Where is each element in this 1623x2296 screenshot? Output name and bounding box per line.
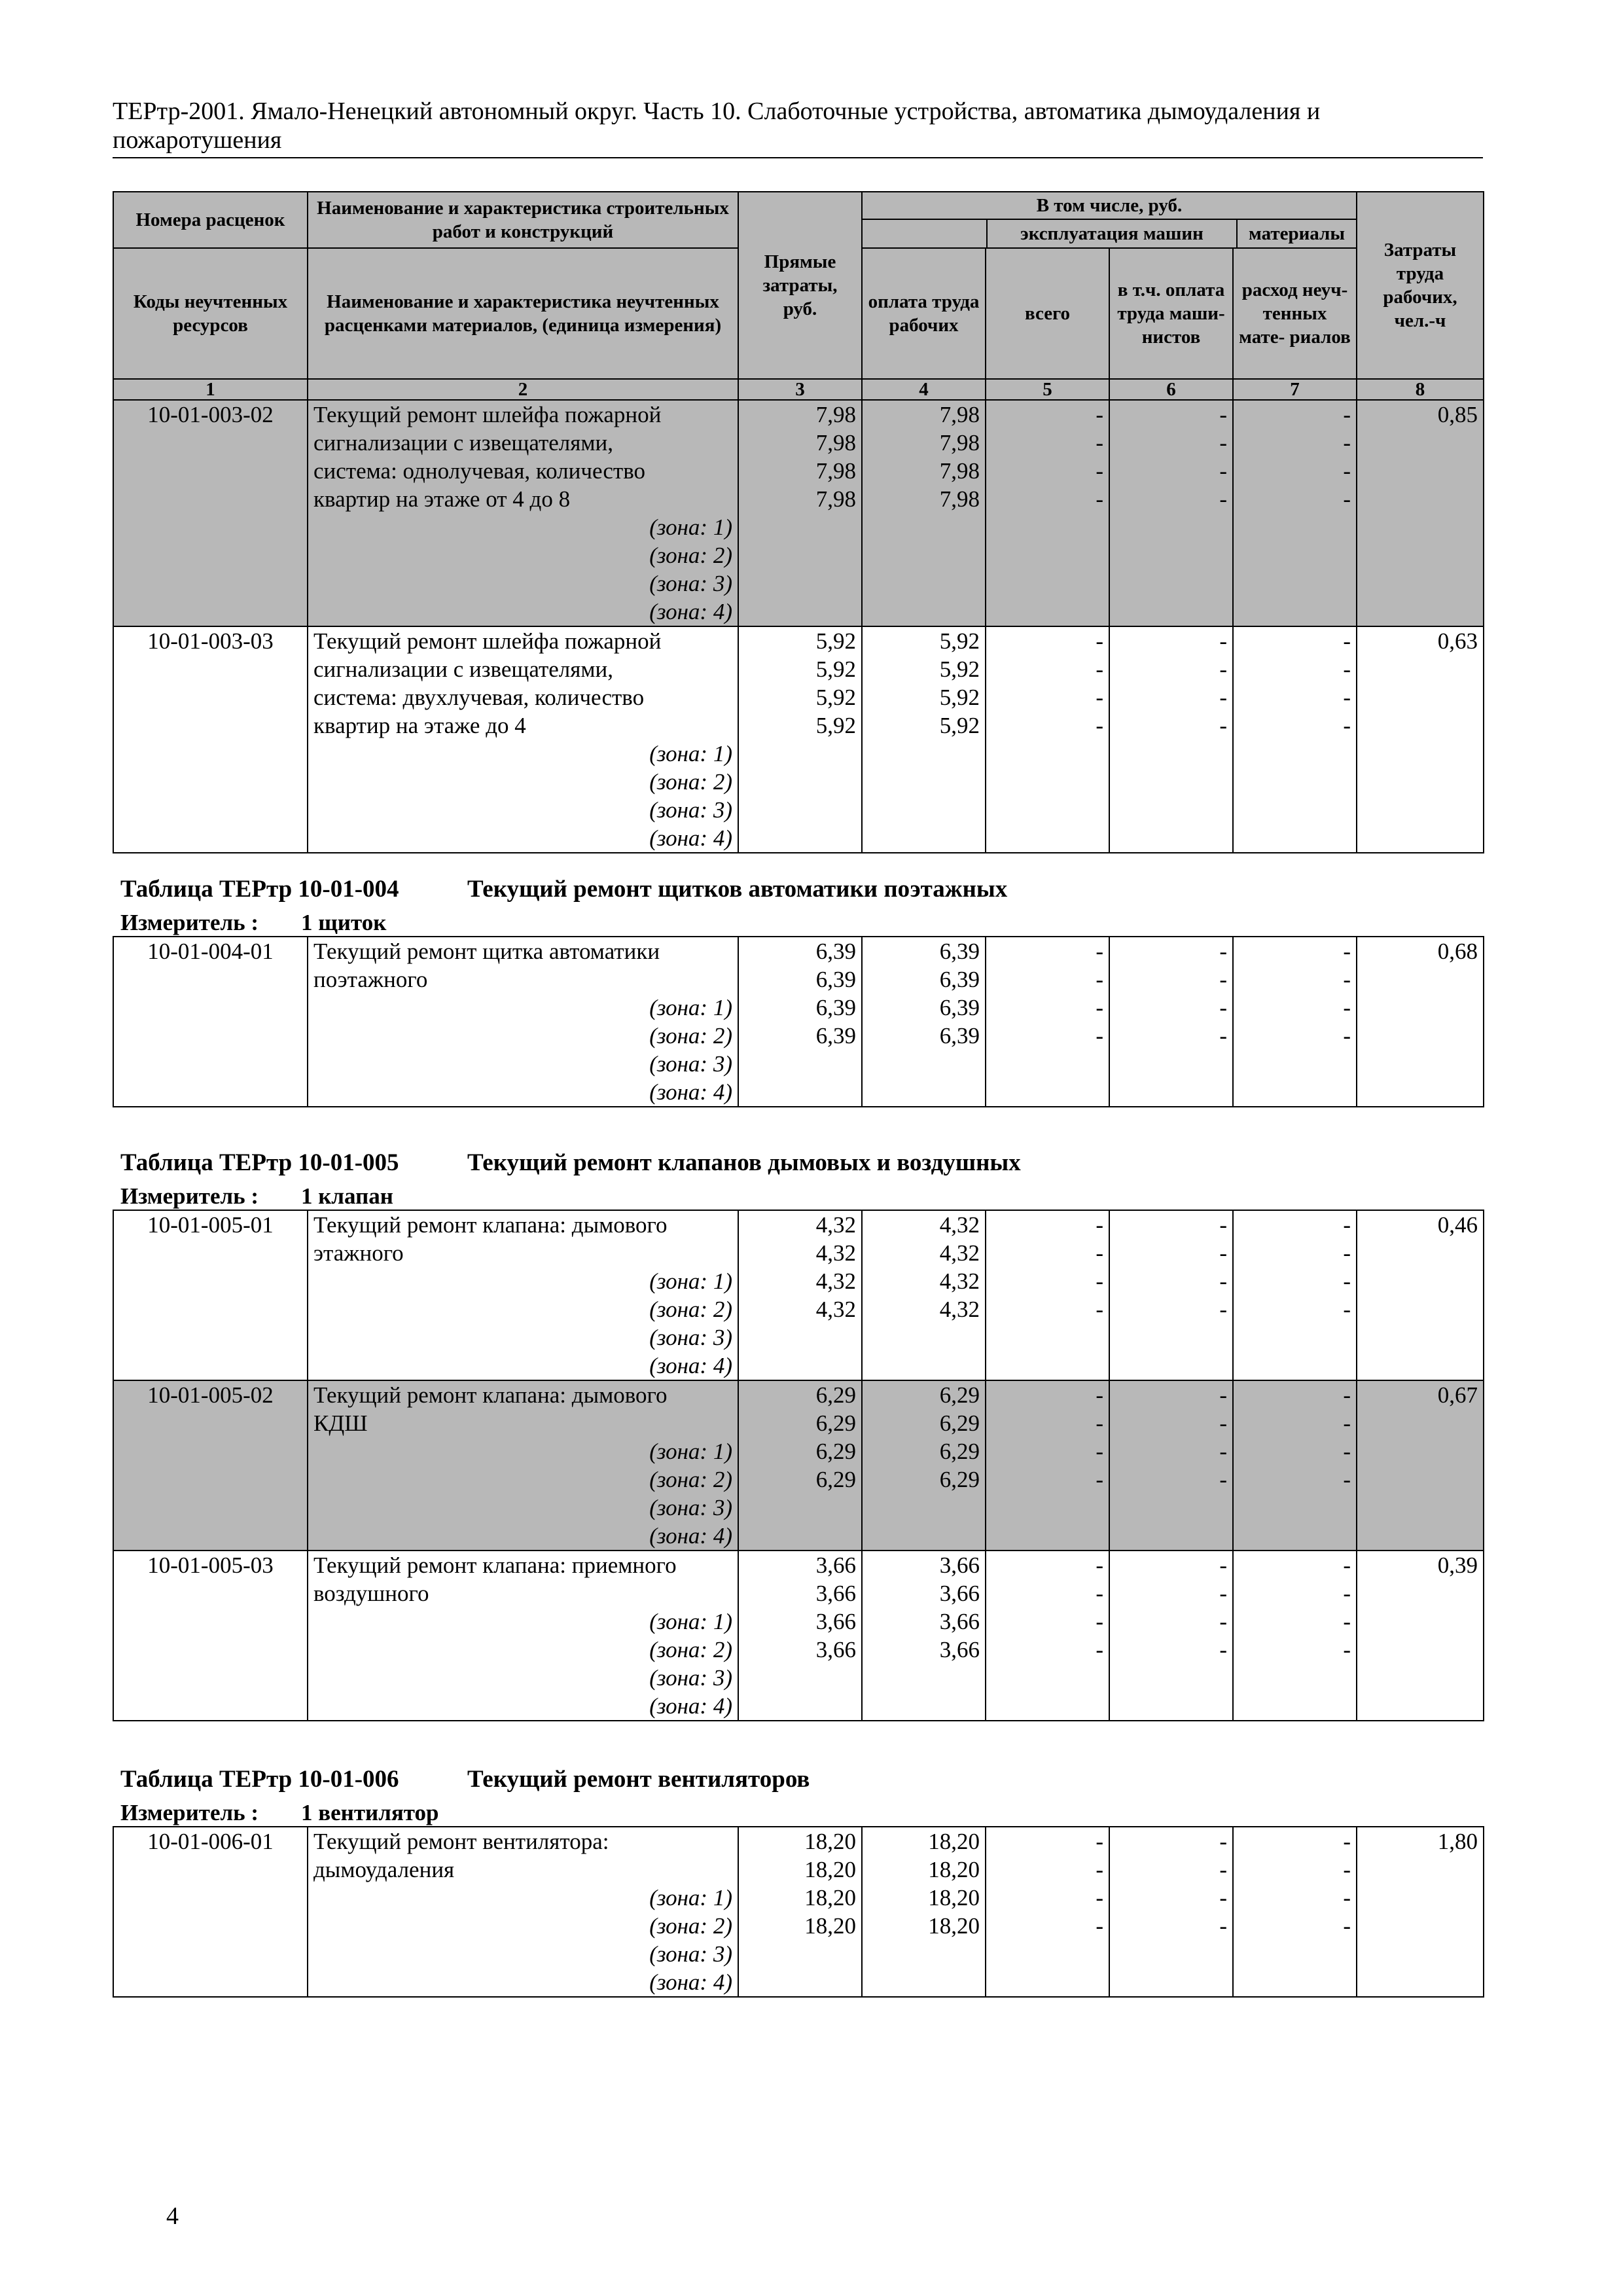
labor-pay-value: 3,66: [939, 1637, 980, 1662]
machines-total-value: -: [1096, 1268, 1103, 1294]
table-row: [113, 400, 1484, 626]
zone-label: (зона: 1): [649, 1885, 732, 1910]
name-line: система: двухлучевая, количество: [313, 685, 645, 710]
direct-cost-cell: [738, 1380, 862, 1551]
machinist-pay-cell: [1109, 400, 1233, 626]
labor-pay-value: 3,66: [939, 1609, 980, 1634]
machinist-pay-value: -: [1219, 1439, 1227, 1464]
rate-name: [308, 937, 738, 1107]
zone-label: (зона: 4): [649, 1693, 732, 1719]
machines-total-cell: [986, 1827, 1109, 1997]
machinist-pay-cell: [1109, 937, 1233, 1107]
unit-value: 1 клапан: [301, 1183, 393, 1209]
col-number: 2: [308, 379, 738, 400]
machines-total-value: -: [1096, 1552, 1103, 1578]
machinist-pay-value: -: [1219, 1637, 1227, 1662]
col-number: 6: [1109, 379, 1233, 400]
machinist-pay-value: -: [1219, 628, 1227, 654]
machines-total-value: -: [1096, 995, 1103, 1020]
unaccounted-materials-value: -: [1343, 1609, 1351, 1634]
unaccounted-materials-value: -: [1343, 486, 1351, 512]
direct-cost-value: 7,98: [815, 458, 856, 484]
name-line: поэтажного: [313, 967, 428, 992]
direct-cost-value: 18,20: [804, 1913, 856, 1939]
machines-total-value: -: [1096, 939, 1103, 964]
table-row: [113, 1210, 1484, 1380]
name-line: воздушного: [313, 1581, 429, 1606]
machinist-pay-value: -: [1219, 1581, 1227, 1606]
direct-cost-value: 5,92: [815, 628, 856, 654]
rate-code: 10-01-005-03: [113, 1551, 308, 1721]
col-machines-total-header: всего: [986, 248, 1109, 379]
rates-table-10-01-005: [113, 1210, 1484, 1721]
labor-pay-value: 4,32: [939, 1240, 980, 1266]
machinist-pay-value: -: [1219, 656, 1227, 682]
page-header: [113, 97, 1483, 158]
zone-label: (зона: 3): [649, 1665, 732, 1691]
unaccounted-materials-value: -: [1343, 402, 1351, 427]
rate-name: [308, 1551, 738, 1721]
machines-group-label: эксплуатация машин: [986, 219, 1236, 247]
zone-label: (зона: 2): [649, 769, 732, 795]
labor-pay-value: 4,32: [939, 1297, 980, 1322]
zone-label: (зона: 4): [649, 599, 732, 624]
section-title: [120, 1149, 1021, 1177]
unit-value: 1 щиток: [301, 910, 387, 935]
direct-cost-value: 3,66: [815, 1609, 856, 1634]
unaccounted-materials-value: -: [1343, 1410, 1351, 1436]
section-unit: [120, 1800, 439, 1826]
unaccounted-materials-value: -: [1343, 1297, 1351, 1322]
labor-costs: 1,80: [1357, 1827, 1484, 1997]
machinist-pay-value: -: [1219, 995, 1227, 1020]
zone-label: (зона: 1): [649, 514, 732, 540]
zone-label: (зона: 2): [649, 1637, 732, 1662]
rate-name: [308, 1380, 738, 1551]
labor-pay-value: 18,20: [928, 1829, 980, 1854]
unit-value: 1 вентилятор: [301, 1800, 439, 1825]
direct-cost-value: 3,66: [815, 1637, 856, 1662]
unaccounted-materials-cell: [1233, 400, 1357, 626]
machinist-pay-value: -: [1219, 685, 1227, 710]
machines-total-value: -: [1096, 430, 1103, 456]
table-row: [113, 1827, 1484, 1997]
machinist-pay-value: -: [1219, 1240, 1227, 1266]
unaccounted-materials-value: -: [1343, 1212, 1351, 1238]
section-unit: [120, 1183, 393, 1210]
labor-pay-value: 5,92: [939, 713, 980, 738]
labor-pay-cell: [862, 1827, 986, 1997]
materials-group-label: материалы: [1236, 219, 1356, 247]
labor-pay-value: 4,32: [939, 1268, 980, 1294]
machinist-pay-value: -: [1219, 1609, 1227, 1634]
machines-total-value: -: [1096, 1857, 1103, 1882]
direct-cost-value: 4,32: [815, 1240, 856, 1266]
machines-total-value: -: [1096, 1240, 1103, 1266]
name-line: Текущий ремонт клапана: приемного: [313, 1552, 677, 1578]
header-line-2: пожаротушения: [113, 126, 282, 154]
machines-total-cell: [986, 1380, 1109, 1551]
col-unaccounted-materials-header: расход неуч- тенных мате- риалов: [1233, 248, 1357, 379]
col-resource-codes-header: Коды неучтенных ресурсов: [113, 248, 308, 379]
labor-pay-value: 6,39: [939, 1023, 980, 1049]
section-unit: [120, 910, 387, 936]
col-including-header: [862, 192, 1357, 248]
rate-code: 10-01-005-01: [113, 1210, 308, 1380]
labor-pay-value: 3,66: [939, 1581, 980, 1606]
labor-pay-value: 4,32: [939, 1212, 980, 1238]
zone-label: (зона: 1): [649, 741, 732, 766]
machines-total-cell: [986, 1551, 1109, 1721]
zone-label: (зона: 2): [649, 1023, 732, 1049]
section-code: Таблица ТЕРтр 10-01-005: [120, 1149, 399, 1176]
machinist-pay-value: -: [1219, 1023, 1227, 1049]
col-number: 3: [738, 379, 862, 400]
name-line: квартир на этаже до 4: [313, 713, 526, 738]
machines-total-value: -: [1096, 967, 1103, 992]
direct-cost-value: 6,39: [815, 939, 856, 964]
zone-label: (зона: 1): [649, 1268, 732, 1294]
unaccounted-materials-value: -: [1343, 458, 1351, 484]
labor-pay-value: 18,20: [928, 1913, 980, 1939]
name-line: Текущий ремонт вентилятора:: [313, 1829, 609, 1854]
zone-label: (зона: 4): [649, 1523, 732, 1549]
direct-cost-value: 7,98: [815, 486, 856, 512]
zone-label: (зона: 3): [649, 1051, 732, 1077]
labor-pay-value: 6,29: [939, 1410, 980, 1436]
direct-cost-value: 18,20: [804, 1857, 856, 1882]
direct-cost-value: 5,92: [815, 685, 856, 710]
labor-pay-value: 18,20: [928, 1857, 980, 1882]
col-number: 8: [1357, 379, 1484, 400]
machines-total-cell: [986, 1210, 1109, 1380]
labor-pay-value: 6,39: [939, 995, 980, 1020]
zone-label: (зона: 4): [649, 1079, 732, 1105]
direct-cost-value: 7,98: [815, 402, 856, 427]
direct-cost-cell: [738, 937, 862, 1107]
labor-pay-value: 6,29: [939, 1439, 980, 1464]
labor-costs: 0,67: [1357, 1380, 1484, 1551]
unit-label: Измеритель :: [120, 1183, 259, 1209]
unaccounted-materials-value: -: [1343, 1829, 1351, 1854]
labor-costs: 0,46: [1357, 1210, 1484, 1380]
machines-total-value: -: [1096, 1885, 1103, 1910]
table-row: [113, 626, 1484, 853]
rate-name: [308, 1210, 738, 1380]
labor-pay-cell: [862, 937, 986, 1107]
unaccounted-materials-value: -: [1343, 939, 1351, 964]
labor-pay-value: 6,29: [939, 1382, 980, 1408]
unaccounted-materials-value: -: [1343, 713, 1351, 738]
col-number: 5: [986, 379, 1109, 400]
machinist-pay-value: -: [1219, 1212, 1227, 1238]
labor-pay-cell: [862, 1210, 986, 1380]
machinist-pay-value: -: [1219, 458, 1227, 484]
zone-label: (зона: 2): [649, 1913, 732, 1939]
direct-cost-value: 5,92: [815, 656, 856, 682]
direct-cost-value: 6,29: [815, 1467, 856, 1492]
direct-cost-cell: [738, 1827, 862, 1997]
machinist-pay-value: -: [1219, 1268, 1227, 1294]
section-heading: Текущий ремонт вентиляторов: [467, 1766, 810, 1793]
col-labor-costs-header: Затраты труда рабочих, чел.-ч: [1357, 192, 1484, 379]
machines-total-value: -: [1096, 1439, 1103, 1464]
zone-label: (зона: 2): [649, 543, 732, 568]
machinist-pay-value: -: [1219, 1552, 1227, 1578]
section-code: Таблица ТЕРтр 10-01-004: [120, 876, 399, 903]
direct-cost-value: 6,29: [815, 1410, 856, 1436]
rate-name: [308, 400, 738, 626]
unaccounted-materials-value: -: [1343, 430, 1351, 456]
rate-name: [308, 1827, 738, 1997]
col-rate-numbers-header: Номера расценок: [113, 192, 308, 248]
zone-label: (зона: 3): [649, 1495, 732, 1520]
col-direct-costs-header: Прямые затраты, руб.: [738, 192, 862, 379]
direct-cost-value: 6,39: [815, 967, 856, 992]
machines-total-value: -: [1096, 1913, 1103, 1939]
direct-cost-value: 4,32: [815, 1297, 856, 1322]
labor-pay-value: 7,98: [939, 486, 980, 512]
col-number: 4: [862, 379, 986, 400]
unaccounted-materials-cell: [1233, 1827, 1357, 1997]
labor-pay-cell: [862, 1551, 986, 1721]
unaccounted-materials-value: -: [1343, 1023, 1351, 1049]
rate-code: 10-01-003-02: [113, 400, 308, 626]
unaccounted-materials-value: -: [1343, 1382, 1351, 1408]
machinist-pay-value: -: [1219, 402, 1227, 427]
col-labor-pay-header: оплата труда рабочих: [862, 248, 986, 379]
unaccounted-materials-cell: [1233, 1210, 1357, 1380]
zone-label: (зона: 3): [649, 1941, 732, 1967]
unaccounted-materials-value: -: [1343, 1581, 1351, 1606]
page-number: 4: [166, 2202, 179, 2230]
direct-cost-cell: [738, 1551, 862, 1721]
labor-pay-value: 5,92: [939, 685, 980, 710]
name-line: сигнализации с извещателями,: [313, 656, 613, 682]
labor-pay-cell: [862, 626, 986, 853]
name-line: квартир на этаже от 4 до 8: [313, 486, 571, 512]
direct-cost-value: 5,92: [815, 713, 856, 738]
zone-label: (зона: 1): [649, 1609, 732, 1634]
unaccounted-materials-value: -: [1343, 1885, 1351, 1910]
zone-label: (зона: 1): [649, 1439, 732, 1464]
unit-label: Измеритель :: [120, 1800, 259, 1825]
labor-pay-value: 7,98: [939, 402, 980, 427]
rate-code: 10-01-003-03: [113, 626, 308, 853]
machines-total-value: -: [1096, 1581, 1103, 1606]
unaccounted-materials-value: -: [1343, 1240, 1351, 1266]
machines-total-value: -: [1096, 1212, 1103, 1238]
direct-cost-cell: [738, 400, 862, 626]
labor-pay-value: 6,39: [939, 967, 980, 992]
unaccounted-materials-value: -: [1343, 1268, 1351, 1294]
zone-label: (зона: 2): [649, 1467, 732, 1492]
machinist-pay-cell: [1109, 1380, 1233, 1551]
rates-table-10-01-006: [113, 1826, 1484, 1998]
col-machinist-pay-header: в т.ч. оплата труда маши- нистов: [1109, 248, 1233, 379]
labor-pay-value: 3,66: [939, 1552, 980, 1578]
unaccounted-materials-cell: [1233, 1380, 1357, 1551]
zone-label: (зона: 4): [649, 1353, 732, 1378]
unaccounted-materials-value: -: [1343, 1913, 1351, 1939]
machinist-pay-value: -: [1219, 1382, 1227, 1408]
zone-label: (зона: 2): [649, 1297, 732, 1322]
machinist-pay-value: -: [1219, 1467, 1227, 1492]
machines-total-value: -: [1096, 1410, 1103, 1436]
direct-cost-value: 18,20: [804, 1885, 856, 1910]
machinist-pay-value: -: [1219, 1410, 1227, 1436]
unaccounted-materials-value: -: [1343, 967, 1351, 992]
machines-total-value: -: [1096, 486, 1103, 512]
section-title: [120, 1766, 810, 1793]
labor-costs: 0,39: [1357, 1551, 1484, 1721]
zone-label: (зона: 3): [649, 1325, 732, 1350]
section-title: [120, 876, 1008, 903]
zone-label: (зона: 3): [649, 571, 732, 596]
direct-cost-value: 3,66: [815, 1552, 856, 1578]
unaccounted-materials-value: -: [1343, 1552, 1351, 1578]
direct-cost-value: 6,39: [815, 995, 856, 1020]
rate-code: 10-01-004-01: [113, 937, 308, 1107]
direct-cost-value: 7,98: [815, 430, 856, 456]
labor-costs: 0,63: [1357, 626, 1484, 853]
name-line: дымоудаления: [313, 1857, 455, 1882]
rate-code: 10-01-005-02: [113, 1380, 308, 1551]
machines-total-value: -: [1096, 685, 1103, 710]
machines-total-value: -: [1096, 1829, 1103, 1854]
direct-cost-value: 6,39: [815, 1023, 856, 1049]
labor-pay-value: 5,92: [939, 656, 980, 682]
machinist-pay-value: -: [1219, 1297, 1227, 1322]
machinist-pay-value: -: [1219, 1913, 1227, 1939]
machines-total-value: -: [1096, 713, 1103, 738]
name-line: этажного: [313, 1240, 404, 1266]
table-row: [113, 937, 1484, 1107]
machinist-pay-value: -: [1219, 1885, 1227, 1910]
labor-pay-value: 5,92: [939, 628, 980, 654]
unaccounted-materials-value: -: [1343, 685, 1351, 710]
unaccounted-materials-cell: [1233, 937, 1357, 1107]
name-line: сигнализации с извещателями,: [313, 430, 613, 456]
name-line: КДШ: [313, 1410, 368, 1436]
table-row: [113, 1380, 1484, 1551]
labor-pay-value: 6,29: [939, 1467, 980, 1492]
machines-total-value: -: [1096, 656, 1103, 682]
machinist-pay-value: -: [1219, 939, 1227, 964]
name-line: Текущий ремонт шлейфа пожарной: [313, 628, 662, 654]
section-heading: Текущий ремонт щитков автоматики поэтажных: [467, 876, 1008, 903]
machines-total-value: -: [1096, 458, 1103, 484]
rate-code: 10-01-006-01: [113, 1827, 308, 1997]
machines-total-cell: [986, 626, 1109, 853]
section-code: Таблица ТЕРтр 10-01-006: [120, 1766, 399, 1793]
labor-pay-value: 7,98: [939, 458, 980, 484]
machines-total-value: -: [1096, 628, 1103, 654]
labor-pay-cell: [862, 400, 986, 626]
name-line: Текущий ремонт клапана: дымового: [313, 1212, 668, 1238]
name-line: Текущий ремонт щитка автоматики: [313, 939, 660, 964]
machines-total-value: -: [1096, 1467, 1103, 1492]
section-heading: Текущий ремонт клапанов дымовых и воздушных: [467, 1149, 1021, 1176]
name-line: Текущий ремонт шлейфа пожарной: [313, 402, 662, 427]
machines-total-cell: [986, 400, 1109, 626]
machinist-pay-cell: [1109, 626, 1233, 853]
direct-cost-value: 3,66: [815, 1581, 856, 1606]
machines-total-value: -: [1096, 1382, 1103, 1408]
machines-total-value: -: [1096, 1637, 1103, 1662]
machines-total-cell: [986, 937, 1109, 1107]
labor-pay-value: 18,20: [928, 1885, 980, 1910]
direct-cost-cell: [738, 1210, 862, 1380]
unaccounted-materials-value: -: [1343, 1439, 1351, 1464]
unaccounted-materials-cell: [1233, 1551, 1357, 1721]
unaccounted-materials-value: -: [1343, 656, 1351, 682]
labor-pay-value: 6,39: [939, 939, 980, 964]
table-row: [113, 1551, 1484, 1721]
unaccounted-materials-value: -: [1343, 1857, 1351, 1882]
machinist-pay-value: -: [1219, 1829, 1227, 1854]
unaccounted-materials-value: -: [1343, 628, 1351, 654]
machinist-pay-value: -: [1219, 1857, 1227, 1882]
zone-label: (зона: 3): [649, 797, 732, 823]
name-line: Текущий ремонт клапана: дымового: [313, 1382, 668, 1408]
direct-cost-value: 18,20: [804, 1829, 856, 1854]
unaccounted-materials-value: -: [1343, 1637, 1351, 1662]
labor-pay-cell: [862, 1380, 986, 1551]
rates-table-main: [113, 191, 1484, 853]
direct-cost-value: 4,32: [815, 1212, 856, 1238]
name-line: система: однолучевая, количество: [313, 458, 646, 484]
direct-cost-cell: [738, 626, 862, 853]
machinist-pay-cell: [1109, 1827, 1233, 1997]
direct-cost-value: 6,29: [815, 1439, 856, 1464]
machines-total-value: -: [1096, 1023, 1103, 1049]
zone-label: (зона: 4): [649, 825, 732, 851]
rates-table-10-01-004: [113, 936, 1484, 1107]
labor-pay-value: 7,98: [939, 430, 980, 456]
rate-name: [308, 626, 738, 853]
machinist-pay-value: -: [1219, 430, 1227, 456]
unit-label: Измеритель :: [120, 910, 259, 935]
machinist-pay-cell: [1109, 1551, 1233, 1721]
labor-costs: 0,68: [1357, 937, 1484, 1107]
unaccounted-materials-value: -: [1343, 995, 1351, 1020]
machinist-pay-value: -: [1219, 967, 1227, 992]
unaccounted-materials-cell: [1233, 626, 1357, 853]
machines-total-value: -: [1096, 1609, 1103, 1634]
zone-label: (зона: 1): [649, 995, 732, 1020]
including-label: В том числе, руб.: [863, 192, 1356, 220]
col-materials-name-header: Наименование и характеристика неучтенных расценками материалов, (единица измерения): [308, 248, 738, 379]
machinist-pay-cell: [1109, 1210, 1233, 1380]
header-line-1: ТЕРтр-2001. Ямало-Ненецкий автономный округ. Часть 10. Слаботочные устройства, автоматика дымоудаления и: [113, 98, 1321, 125]
labor-costs: 0,85: [1357, 400, 1484, 626]
unaccounted-materials-value: -: [1343, 1467, 1351, 1492]
machines-total-value: -: [1096, 1297, 1103, 1322]
col-number: 1: [113, 379, 308, 400]
col-work-name-header: Наименование и характеристика строительных работ и конструкций: [308, 192, 738, 248]
machinist-pay-value: -: [1219, 713, 1227, 738]
machines-total-value: -: [1096, 402, 1103, 427]
direct-cost-value: 4,32: [815, 1268, 856, 1294]
machinist-pay-value: -: [1219, 486, 1227, 512]
col-number: 7: [1233, 379, 1357, 400]
zone-label: (зона: 4): [649, 1969, 732, 1995]
direct-cost-value: 6,29: [815, 1382, 856, 1408]
